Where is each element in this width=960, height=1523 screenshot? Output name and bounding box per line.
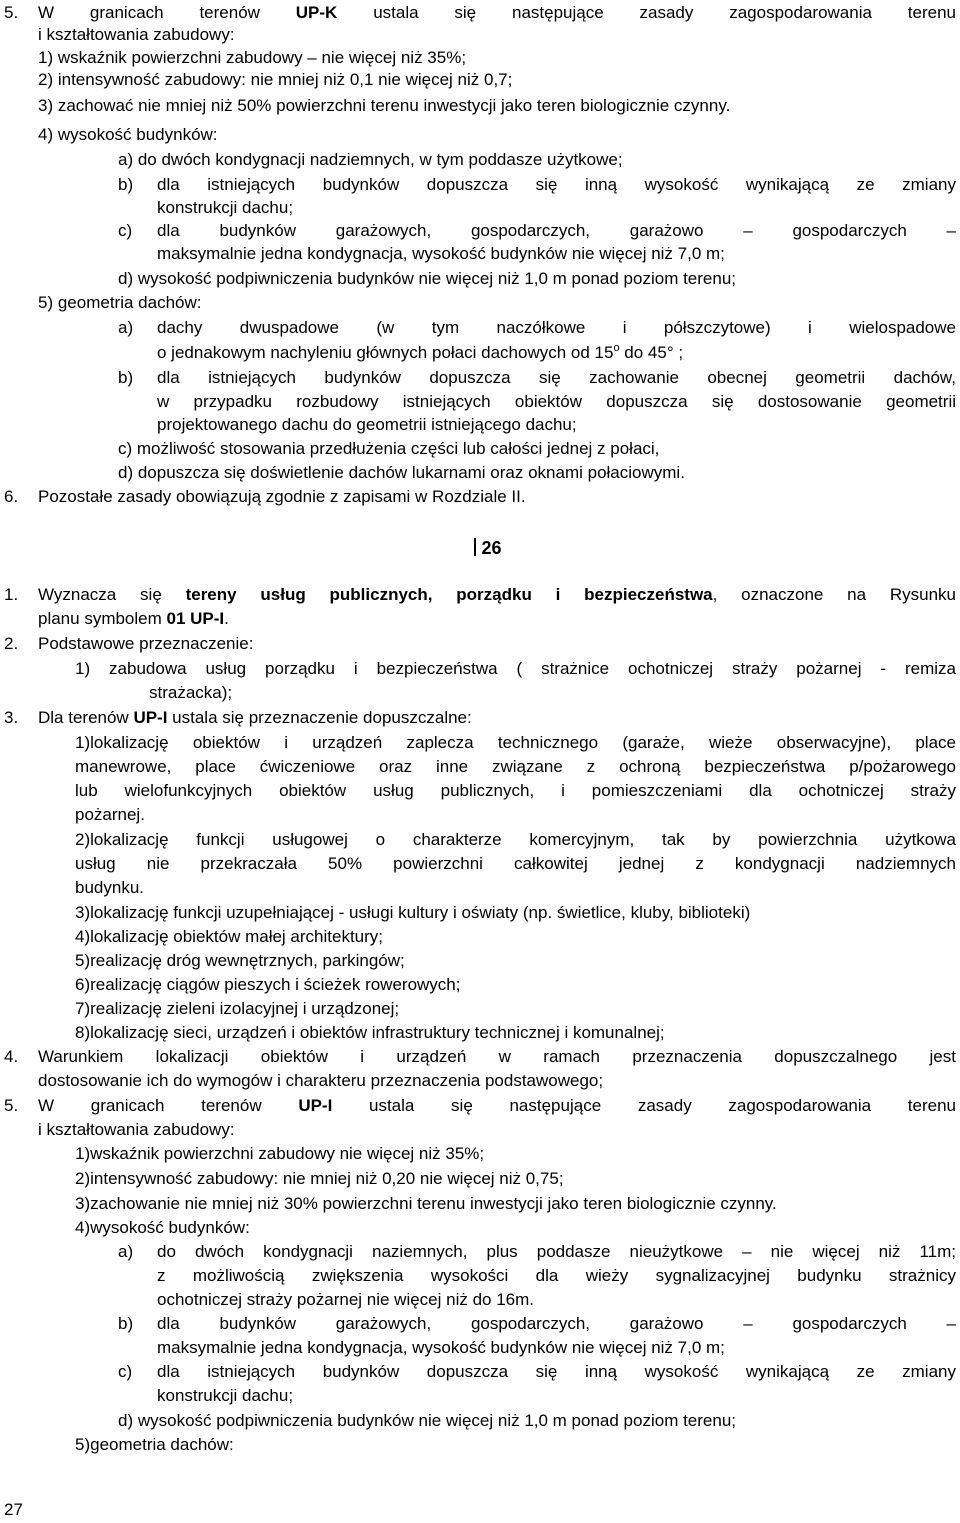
paragraph-text: Warunkiem lokalizacji obiektów i urządzeń w ramach przeznaczenia dopuszczalnego jest	[38, 1047, 956, 1066]
sub-list-item: do dwóch kondygnacji naziemnych, plus poddasze nieużytkowe – nie więcej niż 11m;	[157, 1242, 956, 1261]
list-item: 4)wysokość budynków:	[75, 1218, 250, 1237]
paragraph-text: Pozostałe zasady obowiązują zgodnie z zapisami w Rozdziale II.	[38, 487, 526, 506]
list-item: 2) intensywność zabudowy: nie mniej niż 0,1 nie więcej niż 0,7;	[38, 70, 513, 89]
list-item: 6)realizację ciągów pieszych i ścieżek rowerowych;	[75, 975, 461, 994]
sub-list-item: dla istniejących budynków dopuszcza się zachowanie obecnej geometrii dachów,	[157, 368, 956, 387]
list-item: budynku.	[75, 878, 144, 897]
paragraph-number: 2.	[4, 634, 19, 653]
sub-list-item: a) do dwóch kondygnacji nadziemnych, w tym poddasze użytkowe;	[118, 150, 623, 169]
list-item: 1) zabudowa usług porządku i bezpieczeństwa ( strażnice ochotniczej straży pożarnej - remiza	[75, 659, 956, 678]
paragraph-text	[38, 2, 956, 24]
text-run: do 45° ;	[619, 343, 684, 362]
paragraph-text	[38, 608, 229, 630]
sub-list-item: dachy dwuspadowe (w tym naczółkowe i półszczytowe) i wielospadowe	[157, 318, 956, 337]
paragraph-number: 6.	[4, 487, 19, 506]
paragraph-text: i kształtowania zabudowy:	[38, 25, 235, 44]
list-item: 2)intensywność zabudowy: nie mniej niż 0,20 nie więcej niż 0,75;	[75, 1169, 564, 1188]
sub-list-item: dla istniejących budynków dopuszcza się inną wysokość wynikającą ze zmiany	[157, 175, 956, 194]
sub-list-item: dla budynków garażowych, gospodarczych, garażowo – gospodarczych –	[157, 221, 956, 240]
sub-list-item: dla budynków garażowych, gospodarczych, garażowo – gospodarczych –	[157, 1314, 956, 1333]
paragraph-text: dostosowanie ich do wymogów i charakteru przeznaczenia podstawowego;	[38, 1071, 604, 1090]
section-number: 26	[481, 538, 502, 558]
paragraph-text	[38, 584, 956, 606]
text-run: o jednakowym nachyleniu głównych połaci dachowych od 15	[157, 343, 614, 362]
paragraph-number: 1.	[4, 585, 19, 604]
sub-list-item: konstrukcji dachu;	[157, 198, 294, 217]
sub-list-item: konstrukcji dachu;	[157, 1386, 294, 1405]
sub-list-item: dla istniejących budynków dopuszcza się inną wysokość wynikającą ze zmiany	[157, 1362, 956, 1381]
list-item: 4) wysokość budynków:	[38, 125, 218, 144]
paragraph-number: 5.	[4, 1096, 19, 1115]
paragraph-number: 4.	[4, 1047, 19, 1066]
zone-symbol: UP-I	[298, 1096, 333, 1115]
sub-list-item: d) dopuszcza się doświetlenie dachów lukarnami oraz oknami połaciowymi.	[118, 463, 685, 482]
text-run: W granicach terenów	[38, 3, 296, 22]
sub-list-marker: c)	[118, 1362, 133, 1381]
text-run: ustala się przeznaczenie dopuszczalne:	[167, 708, 472, 727]
sub-list-item	[157, 342, 683, 364]
sub-list-item: d) wysokość podpiwniczenia budynków nie więcej niż 1,0 m ponad poziom terenu;	[118, 1411, 737, 1430]
text-run: Dla terenów	[38, 708, 134, 727]
sub-list-item: c) możliwość stosowania przedłużenia części lub całości jednej z połaci,	[118, 439, 660, 458]
paragraph-text: Podstawowe przeznaczenie:	[38, 634, 254, 653]
zone-symbol: 01 UP-I	[166, 609, 225, 628]
paragraph-text	[38, 707, 472, 729]
text-run: planu symbolem	[38, 609, 167, 628]
text-run: , oznaczone na Rysunku	[712, 585, 957, 604]
list-item: 5)realizację dróg wewnętrznych, parkingów;	[75, 951, 405, 970]
list-item: strażacka);	[149, 683, 233, 702]
page-number: 27	[4, 1500, 23, 1519]
list-item: manewrowe, place ćwiczeniowe oraz inne związane z ochroną bezpieczeństwa p/pożarowego	[75, 757, 956, 776]
sub-list-marker: b)	[118, 175, 134, 194]
sub-list-marker: b)	[118, 1314, 134, 1333]
sub-list-marker: a)	[118, 1242, 134, 1261]
list-item: 1)lokalizację obiektów i urządzeń zaplecza technicznego (garaże, wieże obserwacyjne), place	[75, 733, 956, 752]
sub-list-item: projektowanego dachu do geometrii istniejącego dachu;	[157, 415, 577, 434]
sub-list-item: ochotniczej straży pożarnej nie więcej niż do 16m.	[157, 1290, 535, 1309]
text-run: W granicach terenów	[38, 1096, 299, 1115]
list-item: 2)lokalizację funkcji usługowej o charakterze komercyjnym, tak by powierzchnia użytkowa	[75, 830, 956, 849]
list-item: 3)lokalizację funkcji uzupełniającej - usługi kultury i oświaty (np. świetlice, kluby, biblioteki)	[75, 903, 751, 922]
paragraph-text: i kształtowania zabudowy:	[38, 1120, 235, 1139]
sub-list-marker: b)	[118, 368, 134, 387]
paragraph-number: 3.	[4, 708, 19, 727]
paragraph-number: 5.	[4, 3, 19, 22]
sub-list-item: maksymalnie jedna kondygnacja, wysokość budynków nie więcej niż 7,0 m;	[157, 1338, 725, 1357]
text-run: Wyznacza się	[38, 585, 186, 604]
paragraph-text	[38, 1095, 956, 1117]
zone-name: tereny usług publicznych, porządku i bezpieczeństwa	[185, 585, 713, 604]
sub-list-marker: a)	[118, 318, 134, 337]
list-item: 5) geometria dachów:	[38, 293, 202, 312]
text-run: .	[224, 609, 229, 628]
sub-list-item: z możliwością zwiększenia wysokości dla wieży sygnalizacyjnej budynku strażnicy	[157, 1266, 956, 1285]
text-run: ustala się następujące zasady zagospodarowania terenu	[332, 1096, 957, 1115]
list-item: 8)lokalizację sieci, urządzeń i obiektów infrastruktury technicznej i komunalnej;	[75, 1023, 665, 1042]
list-item: lub wielofunkcyjnych obiektów usług publicznych, i pomieszczeniami dla ochotniczej straży	[75, 781, 956, 800]
sub-list-marker: c)	[118, 221, 133, 240]
list-item: 1)wskaźnik powierzchni zabudowy nie więcej niż 35%;	[75, 1144, 485, 1163]
section-heading	[474, 536, 502, 560]
list-item: 5)geometria dachów:	[75, 1435, 234, 1454]
list-item: 4)lokalizację obiektów małej architektury;	[75, 927, 384, 946]
list-item: 7)realizację zieleni izolacyjnej i urządzonej;	[75, 999, 400, 1018]
zone-symbol: UP-I	[133, 708, 168, 727]
list-item: usług nie przekraczała 50% powierzchni całkowitej jednej z kondygnacji nadziemnych	[75, 854, 956, 873]
text-run: ustala się następujące zasady zagospodarowania terenu	[337, 3, 956, 22]
section-mark-glyph	[474, 538, 476, 556]
zone-symbol: UP-K	[295, 3, 338, 22]
list-item: 3) zachować nie mniej niż 50% powierzchni terenu inwestycji jako teren biologicznie czynny.	[38, 96, 731, 115]
list-item: 1) wskaźnik powierzchni zabudowy – nie więcej niż 35%;	[38, 48, 467, 67]
list-item: pożarnej.	[75, 805, 145, 824]
list-item: 3)zachowanie nie mniej niż 30% powierzchni terenu inwestycji jako teren biologicznie czynny.	[75, 1194, 777, 1213]
sub-list-item: maksymalnie jedna kondygnacja, wysokość budynków nie więcej niż 7,0 m;	[157, 244, 725, 263]
sub-list-item: d) wysokość podpiwniczenia budynków nie więcej niż 1,0 m ponad poziom terenu;	[118, 269, 737, 288]
sub-list-item: w przypadku rozbudowy istniejących obiektów dopuszcza się dostosowanie geometrii	[157, 392, 956, 411]
degree-mark: o	[613, 342, 620, 354]
